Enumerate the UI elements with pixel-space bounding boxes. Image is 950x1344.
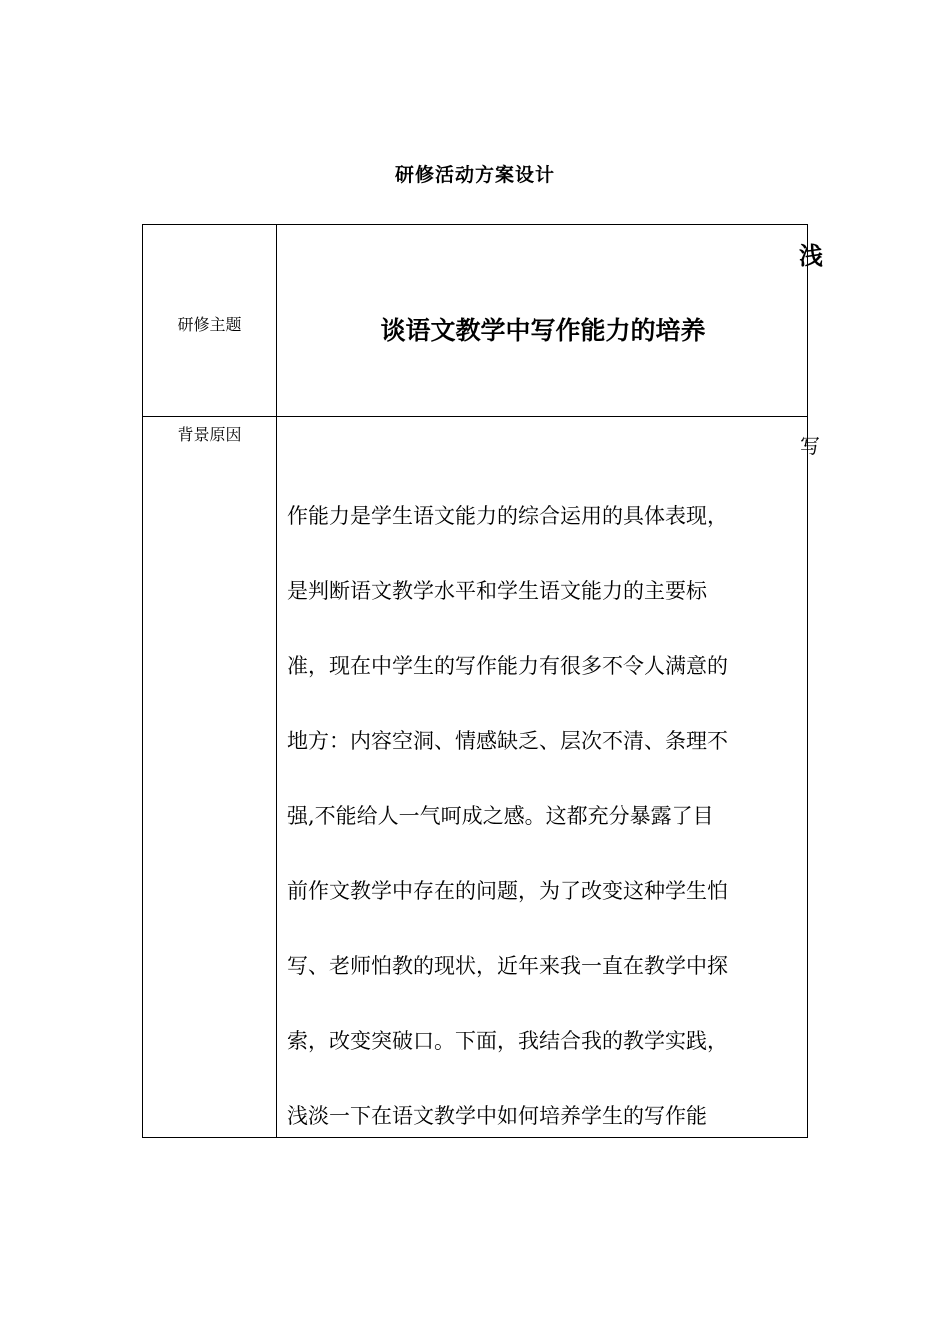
background-line: 准，现在中学生的写作能力有很多不令人满意的 <box>287 654 728 678</box>
margin-char-qian: 浅 <box>799 242 823 270</box>
background-line: 强,不能给人一气呵成之感。这都充分暴露了目 <box>287 804 714 828</box>
topic-label: 研修主题 <box>177 315 242 334</box>
document-title: 研修活动方案设计 <box>394 164 555 186</box>
background-line: 前作文教学中存在的问题，为了改变这种学生怕 <box>287 879 728 903</box>
row-divider <box>143 416 807 417</box>
topic-value: 谈语文教学中写作能力的培养 <box>380 316 706 345</box>
background-line: 索，改变突破口。下面，我结合我的教学实践， <box>287 1029 728 1053</box>
background-line: 是判断语文教学水平和学生语文能力的主要标 <box>287 579 707 603</box>
background-line: 写、老师怕教的现状，近年来我一直在教学中探 <box>287 954 728 978</box>
plan-table <box>142 224 808 1138</box>
background-line: 浅淡一下在语文教学中如何培养学生的写作能 <box>287 1104 707 1128</box>
background-line: 作能力是学生语文能力的综合运用的具体表现， <box>287 504 728 528</box>
margin-char-xie: 写 <box>800 434 820 458</box>
background-text <box>287 501 797 1176</box>
background-label: 背景原因 <box>177 425 242 444</box>
column-divider <box>276 225 277 1137</box>
background-line: 地方：内容空洞、情感缺乏、层次不清、条理不 <box>287 729 728 753</box>
